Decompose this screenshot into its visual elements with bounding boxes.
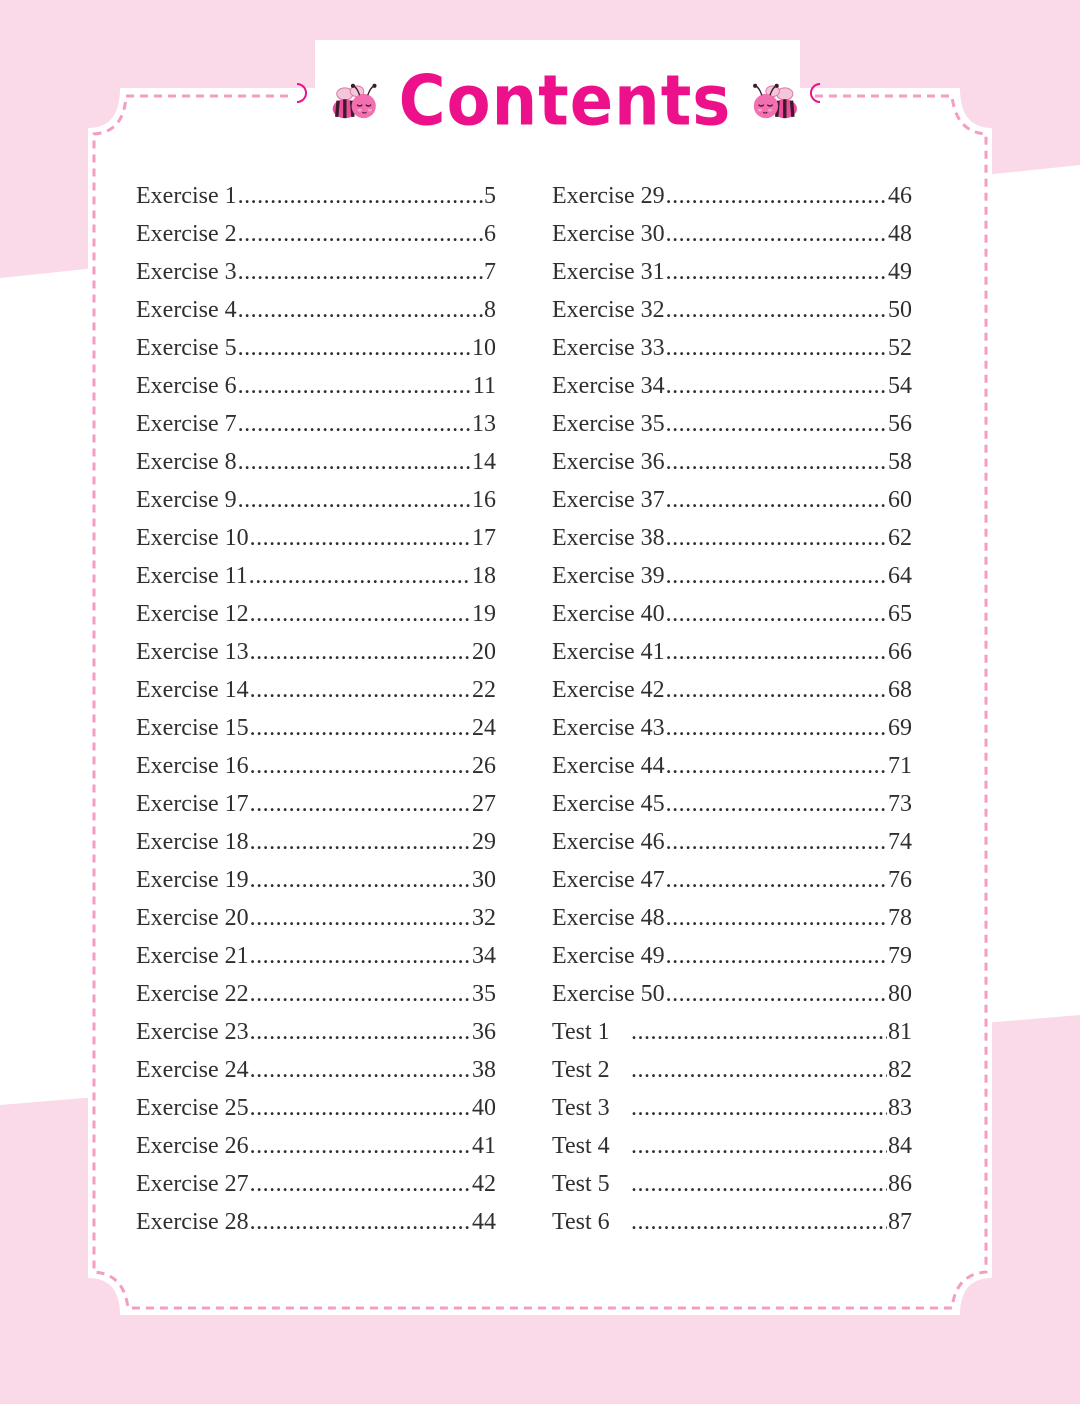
toc-entry-label: Exercise 27 (136, 1171, 249, 1197)
toc-entry[interactable] (552, 335, 912, 373)
dot-leader (666, 373, 887, 400)
dot-leader (250, 601, 471, 628)
toc-entry[interactable] (136, 943, 496, 981)
toc-entry-label: Exercise 43 (552, 715, 665, 741)
toc-entry-page: 14 (472, 449, 496, 475)
toc-entry-page: 62 (888, 525, 912, 551)
toc-entry-label: Exercise 47 (552, 867, 665, 893)
dot-leader (666, 259, 887, 286)
toc-entry-page: 46 (888, 183, 912, 209)
toc-entry[interactable] (136, 1133, 496, 1171)
toc-entry-label: Exercise 42 (552, 677, 665, 703)
dot-leader (631, 1171, 887, 1198)
toc-entry[interactable] (136, 1209, 496, 1247)
toc-entry-label: Exercise 40 (552, 601, 665, 627)
toc-entry[interactable] (136, 791, 496, 829)
dot-leader (666, 829, 887, 856)
toc-entry-page: 78 (888, 905, 912, 931)
toc-entry[interactable] (136, 753, 496, 791)
toc-entry-page: 19 (472, 601, 496, 627)
toc-entry-label: Exercise 20 (136, 905, 249, 931)
toc-entry-label: Exercise 18 (136, 829, 249, 855)
dot-leader (238, 373, 472, 400)
toc-entry[interactable] (552, 639, 912, 677)
toc-entry-page: 17 (472, 525, 496, 551)
toc-entry[interactable] (552, 1133, 912, 1171)
toc-entry-label: Exercise 50 (552, 981, 665, 1007)
toc-entry[interactable] (136, 1057, 496, 1095)
dot-leader (250, 791, 471, 818)
toc-entry[interactable] (552, 411, 912, 449)
dot-leader (666, 867, 887, 894)
toc-entry[interactable] (552, 829, 912, 867)
dot-leader (238, 411, 471, 438)
toc-entry[interactable] (552, 449, 912, 487)
toc-entry[interactable] (136, 259, 496, 297)
toc-entry[interactable] (136, 297, 496, 335)
toc-entry[interactable] (136, 373, 496, 411)
toc-entry-label: Exercise 10 (136, 525, 249, 551)
toc-entry-label: Exercise 21 (136, 943, 249, 969)
dot-leader (666, 221, 887, 248)
dot-leader (238, 449, 471, 476)
toc-entry-page: 48 (888, 221, 912, 247)
dot-leader (250, 1209, 471, 1236)
dot-leader (666, 183, 887, 210)
header (330, 52, 800, 152)
toc-entry[interactable] (136, 639, 496, 677)
toc-entry-page: 73 (888, 791, 912, 817)
toc-entry-label: Exercise 9 (136, 487, 237, 513)
dot-leader (250, 715, 471, 742)
toc-entry-label: Exercise 41 (552, 639, 665, 665)
toc-entry[interactable] (552, 677, 912, 715)
toc-entry-page: 79 (888, 943, 912, 969)
toc-entry-label: Exercise 26 (136, 1133, 249, 1159)
toc-entry-page: 80 (888, 981, 912, 1007)
toc-entry-label: Exercise 30 (552, 221, 665, 247)
toc-entry-label: Exercise 7 (136, 411, 237, 437)
toc-entry-page: 71 (888, 753, 912, 779)
toc-entry-page: 7 (484, 259, 496, 285)
dot-leader (250, 639, 471, 666)
dot-leader (631, 1019, 887, 1046)
toc-entry-page: 68 (888, 677, 912, 703)
dot-leader (250, 525, 471, 552)
toc-entry-page: 8 (484, 297, 496, 323)
toc-entry-page: 26 (472, 753, 496, 779)
toc-entry[interactable] (552, 183, 912, 221)
toc-entry[interactable] (552, 525, 912, 563)
toc-entry-label: Test 1 (552, 1019, 610, 1045)
toc-entry-label: Exercise 44 (552, 753, 665, 779)
toc-entry-label: Exercise 33 (552, 335, 665, 361)
toc-entry-label: Test 5 (552, 1171, 610, 1197)
toc-entry-label: Exercise 4 (136, 297, 237, 323)
toc-entry-label: Exercise 28 (136, 1209, 249, 1235)
toc-entry-label: Exercise 37 (552, 487, 665, 513)
toc-entry-label: Exercise 23 (136, 1019, 249, 1045)
toc-entry-page: 44 (472, 1209, 496, 1235)
dot-leader (666, 297, 887, 324)
toc-entry-page: 32 (472, 905, 496, 931)
toc-entry-page: 66 (888, 639, 912, 665)
toc-entry-page: 87 (888, 1209, 912, 1235)
toc-entry-label: Exercise 19 (136, 867, 249, 893)
dot-leader (238, 335, 471, 362)
toc-entry-page: 84 (888, 1133, 912, 1159)
dot-leader (666, 639, 887, 666)
toc-entry-label: Exercise 36 (552, 449, 665, 475)
toc-entry-page: 40 (472, 1095, 496, 1121)
toc-entry-page: 82 (888, 1057, 912, 1083)
toc-entry-label: Exercise 17 (136, 791, 249, 817)
dot-leader (666, 981, 887, 1008)
dot-leader (631, 1095, 887, 1122)
toc-entry-label: Exercise 11 (136, 563, 248, 589)
toc-entry[interactable] (136, 867, 496, 905)
bee-icon-right (743, 70, 800, 134)
toc-entry-label: Exercise 3 (136, 259, 237, 285)
toc-entry-label: Exercise 48 (552, 905, 665, 931)
toc-entry-label: Exercise 38 (552, 525, 665, 551)
toc-entry[interactable] (136, 829, 496, 867)
bee-icon-left (330, 70, 387, 134)
toc-entry[interactable] (552, 981, 912, 1019)
toc-entry[interactable] (552, 259, 912, 297)
dot-leader (250, 829, 471, 856)
toc-entry-label: Exercise 12 (136, 601, 249, 627)
toc-entry-label: Test 2 (552, 1057, 610, 1083)
toc-entry-page: 65 (888, 601, 912, 627)
toc-entry-page: 30 (472, 867, 496, 893)
dot-leader (666, 563, 887, 590)
toc-entry-page: 27 (472, 791, 496, 817)
dot-leader (238, 297, 483, 324)
toc-entry[interactable] (552, 1019, 912, 1057)
toc-entry-page: 18 (472, 563, 496, 589)
toc-entry-page: 16 (472, 487, 496, 513)
toc-entry[interactable] (136, 183, 496, 221)
toc-entry-page: 49 (888, 259, 912, 285)
dot-leader (666, 753, 887, 780)
toc-entry-page: 34 (472, 943, 496, 969)
toc-entry-page: 13 (472, 411, 496, 437)
toc-entry-page: 52 (888, 335, 912, 361)
toc-entry-label: Exercise 15 (136, 715, 249, 741)
dot-leader (250, 677, 471, 704)
dot-leader (666, 677, 887, 704)
toc-entry[interactable] (136, 487, 496, 525)
dot-leader (631, 1133, 887, 1160)
toc-entry[interactable] (552, 753, 912, 791)
toc-entry-label: Exercise 32 (552, 297, 665, 323)
dot-leader (250, 867, 471, 894)
toc-entry-page: 58 (888, 449, 912, 475)
toc-entry[interactable] (136, 1019, 496, 1057)
toc-entry[interactable] (552, 221, 912, 259)
toc-entry[interactable] (136, 411, 496, 449)
toc-entry-label: Exercise 49 (552, 943, 665, 969)
dot-leader (250, 981, 471, 1008)
dot-leader (250, 1133, 471, 1160)
toc-entry-page: 10 (472, 335, 496, 361)
toc-entry-page: 83 (888, 1095, 912, 1121)
toc-entry[interactable] (136, 1171, 496, 1209)
page-title: Contents (398, 62, 732, 142)
toc-entry-label: Test 6 (552, 1209, 610, 1235)
toc-entry-label: Exercise 2 (136, 221, 237, 247)
toc-entry-label: Test 3 (552, 1095, 610, 1121)
toc-entry-label: Exercise 46 (552, 829, 665, 855)
dot-leader (250, 943, 471, 970)
toc-entry[interactable] (552, 1057, 912, 1095)
toc-entry[interactable] (136, 449, 496, 487)
toc-entry[interactable] (136, 677, 496, 715)
dot-leader (631, 1209, 887, 1236)
dot-leader (666, 905, 887, 932)
toc-entry-page: 42 (472, 1171, 496, 1197)
toc-entry[interactable] (552, 601, 912, 639)
dot-leader (249, 563, 471, 590)
toc-entry[interactable] (552, 1095, 912, 1133)
toc-entry[interactable] (552, 943, 912, 981)
toc-entry[interactable] (136, 525, 496, 563)
toc-right-column (552, 183, 912, 1247)
toc-entry-page: 56 (888, 411, 912, 437)
toc-entry-label: Exercise 35 (552, 411, 665, 437)
toc-entry-label: Exercise 6 (136, 373, 237, 399)
dot-leader (666, 525, 887, 552)
toc-entry[interactable] (136, 221, 496, 259)
dot-leader (666, 943, 887, 970)
toc-entry-label: Exercise 45 (552, 791, 665, 817)
dot-leader (250, 1171, 471, 1198)
dot-leader (238, 221, 483, 248)
toc-entry-page: 81 (888, 1019, 912, 1045)
toc-entry[interactable] (552, 1209, 912, 1247)
toc-entry-label: Exercise 34 (552, 373, 665, 399)
dot-leader (250, 1057, 471, 1084)
toc-entry-label: Test 4 (552, 1133, 610, 1159)
toc-entry-page: 6 (484, 221, 496, 247)
toc-entry-page: 76 (888, 867, 912, 893)
toc-entry-label: Exercise 8 (136, 449, 237, 475)
dot-leader (250, 1095, 471, 1122)
dot-leader (250, 1019, 471, 1046)
toc-entry[interactable] (136, 601, 496, 639)
dot-leader (666, 335, 887, 362)
dot-leader (238, 183, 483, 210)
toc-entry-page: 36 (472, 1019, 496, 1045)
toc-entry-page: 50 (888, 297, 912, 323)
toc-entry-page: 69 (888, 715, 912, 741)
toc-entry[interactable] (136, 715, 496, 753)
toc-entry-page: 35 (472, 981, 496, 1007)
toc-entry-label: Exercise 16 (136, 753, 249, 779)
toc-entry[interactable] (136, 981, 496, 1019)
toc-entry[interactable] (552, 791, 912, 829)
toc-entry-label: Exercise 29 (552, 183, 665, 209)
dot-leader (250, 905, 471, 932)
toc-entry-page: 41 (472, 1133, 496, 1159)
toc-entry[interactable] (552, 867, 912, 905)
toc-entry-page: 74 (888, 829, 912, 855)
toc-entry[interactable] (552, 905, 912, 943)
toc-entry-label: Exercise 22 (136, 981, 249, 1007)
toc-entry-page: 24 (472, 715, 496, 741)
dot-leader (666, 411, 887, 438)
toc-entry-page: 22 (472, 677, 496, 703)
dot-leader (666, 487, 887, 514)
toc-entry-page: 29 (472, 829, 496, 855)
dot-leader (238, 487, 471, 514)
toc-entry[interactable] (552, 487, 912, 525)
toc-entry-label: Exercise 14 (136, 677, 249, 703)
toc-entry-label: Exercise 5 (136, 335, 237, 361)
toc-entry-page: 11 (472, 373, 496, 399)
dot-leader (631, 1057, 887, 1084)
toc-entry[interactable] (552, 1171, 912, 1209)
toc-entry[interactable] (552, 297, 912, 335)
toc-entry[interactable] (136, 563, 496, 601)
toc-entry-label: Exercise 25 (136, 1095, 249, 1121)
toc-entry[interactable] (552, 563, 912, 601)
toc-entry-page: 60 (888, 487, 912, 513)
toc-entry-page: 54 (888, 373, 912, 399)
toc-entry[interactable] (136, 905, 496, 943)
dot-leader (250, 753, 471, 780)
toc-entry[interactable] (552, 373, 912, 411)
dot-leader (666, 601, 887, 628)
toc-left-column (136, 183, 496, 1247)
toc-entry-label: Exercise 1 (136, 183, 237, 209)
dot-leader (666, 791, 887, 818)
dot-leader (666, 715, 887, 742)
toc-entry-label: Exercise 24 (136, 1057, 249, 1083)
toc-entry-page: 20 (472, 639, 496, 665)
dot-leader (238, 259, 483, 286)
toc-entry-label: Exercise 13 (136, 639, 249, 665)
toc-entry-label: Exercise 39 (552, 563, 665, 589)
toc-entry-page: 86 (888, 1171, 912, 1197)
dot-leader (666, 449, 887, 476)
toc-entry-page: 38 (472, 1057, 496, 1083)
toc-entry[interactable] (136, 335, 496, 373)
toc-entry[interactable] (136, 1095, 496, 1133)
toc-entry-label: Exercise 31 (552, 259, 665, 285)
toc-entry-page: 5 (484, 183, 496, 209)
toc-entry[interactable] (552, 715, 912, 753)
toc-entry-page: 64 (888, 563, 912, 589)
